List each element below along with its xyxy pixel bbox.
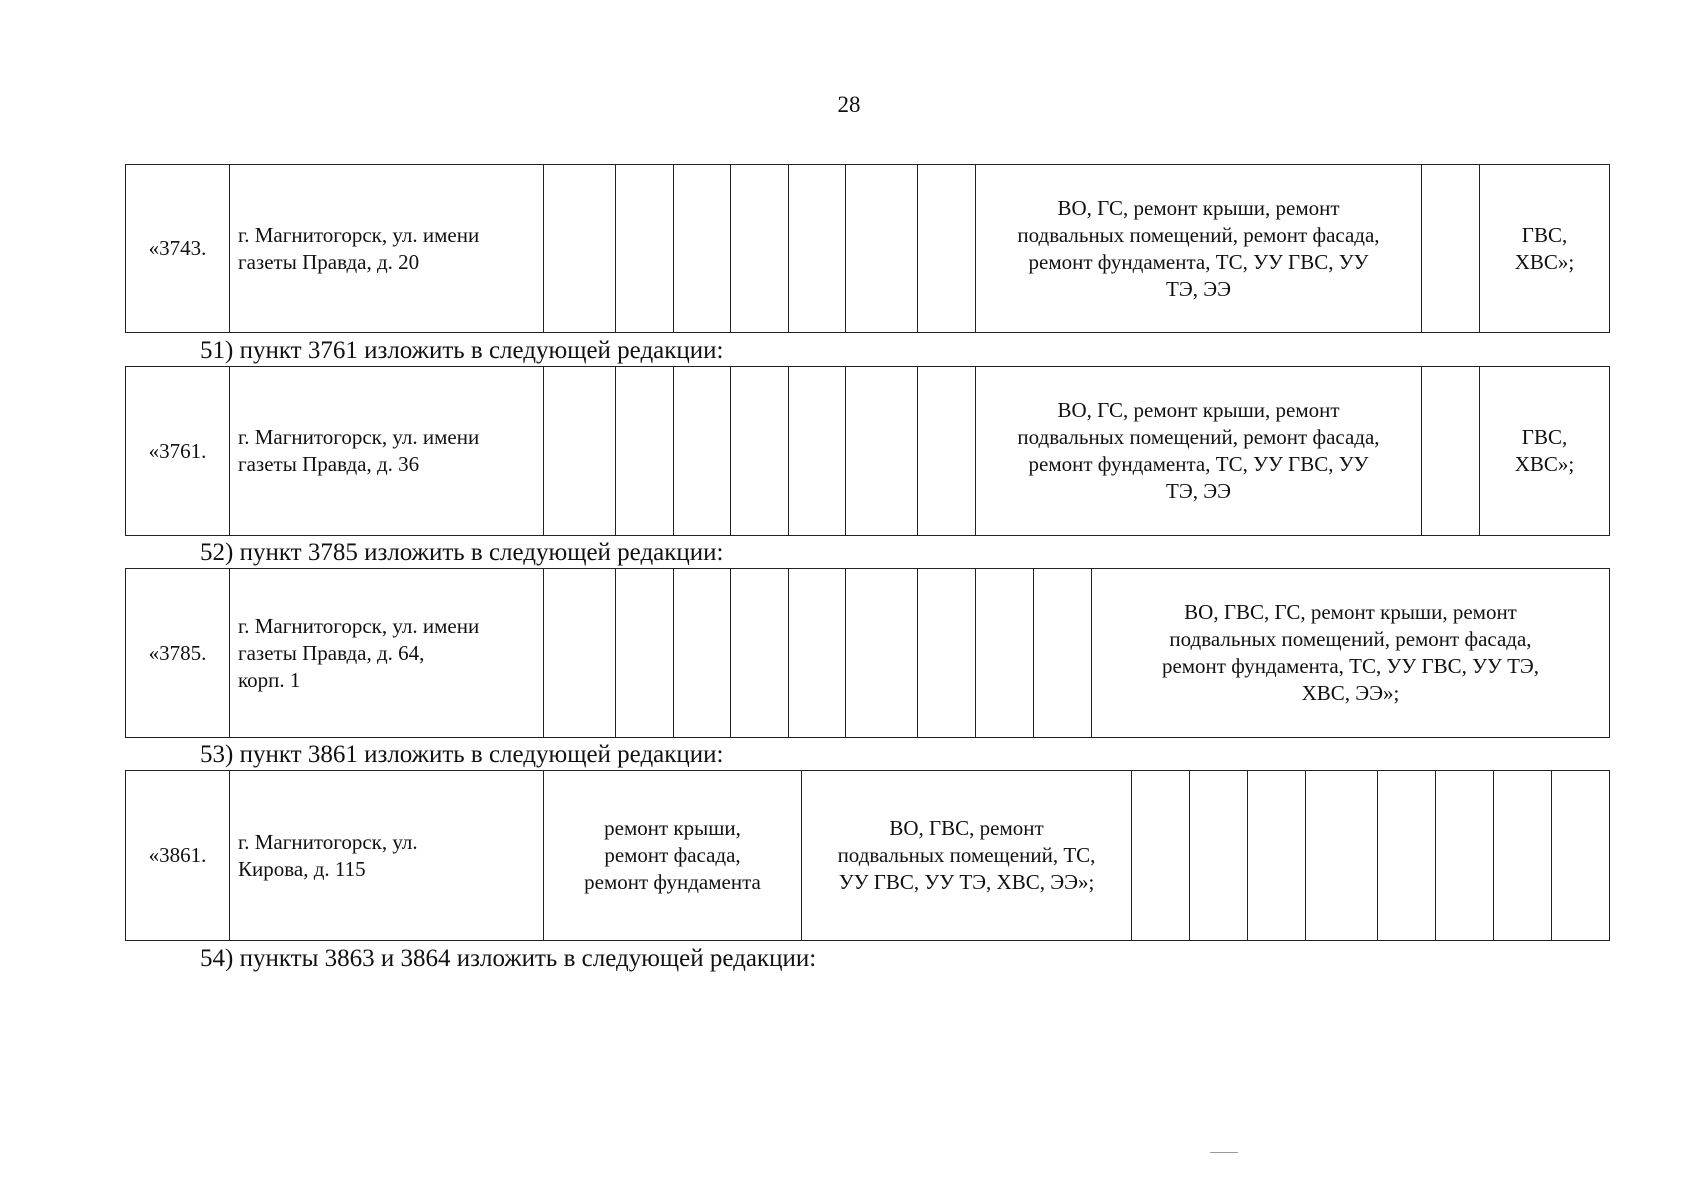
page-number: 28 xyxy=(837,92,861,117)
empty-cell xyxy=(616,569,674,738)
record-extra: ГВС, ХВС»; xyxy=(1480,367,1610,536)
record-address: г. Магнитогорск, ул. имени газеты Правда, д. 20 xyxy=(230,165,544,333)
empty-cell xyxy=(976,569,1034,738)
record-table-3785 xyxy=(125,568,1610,738)
table-row xyxy=(126,367,1610,536)
empty-cell xyxy=(731,165,789,333)
empty-cell xyxy=(1494,771,1552,941)
empty-cell xyxy=(616,367,674,536)
scan-mark xyxy=(1210,1152,1238,1153)
record-extra: ГВС, ХВС»; xyxy=(1480,165,1610,333)
record-number: «3761. xyxy=(126,367,230,536)
empty-cell xyxy=(731,569,789,738)
record-number: «3743. xyxy=(126,165,230,333)
record-works: ВО, ГС, ремонт крыши, ремонт подвальных помещений, ремонт фасада, ремонт фундамента, ТС, УУ ГВС, УУ ТЭ, ЭЭ xyxy=(976,367,1422,536)
empty-cell xyxy=(918,367,976,536)
record-address: г. Магнитогорск, ул. Кирова, д. 115 xyxy=(230,771,544,941)
empty-cell xyxy=(1132,771,1190,941)
empty-cell xyxy=(846,165,918,333)
empty-cell xyxy=(846,569,918,738)
record-table-3743 xyxy=(125,164,1610,333)
record-address: г. Магнитогорск, ул. имени газеты Правда, д. 64, корп. 1 xyxy=(230,569,544,738)
empty-cell xyxy=(1306,771,1378,941)
table-row xyxy=(126,165,1610,333)
empty-cell xyxy=(1436,771,1494,941)
paragraph-53: 53) пункт 3861 изложить в следующей редакции: xyxy=(200,741,724,768)
empty-cell xyxy=(789,569,846,738)
record-number: «3861. xyxy=(126,771,230,941)
paragraph-51: 51) пункт 3761 изложить в следующей редакции: xyxy=(200,337,724,364)
empty-cell xyxy=(1422,367,1480,536)
paragraph-54: 54) пункты 3863 и 3864 изложить в следующей редакции: xyxy=(200,945,817,972)
empty-cell xyxy=(616,165,674,333)
empty-cell xyxy=(1034,569,1092,738)
paragraph-52: 52) пункт 3785 изложить в следующей редакции: xyxy=(200,539,724,566)
record-works: ВО, ГВС, ГС, ремонт крыши, ремонт подвальных помещений, ремонт фасада, ремонт фундамента, ТС, УУ ГВС, УУ ТЭ, ХВС, ЭЭ»; xyxy=(1092,569,1610,738)
empty-cell xyxy=(1378,771,1436,941)
empty-cell xyxy=(918,165,976,333)
record-table-3861 xyxy=(125,770,1610,941)
record-number: «3785. xyxy=(126,569,230,738)
empty-cell xyxy=(544,569,616,738)
empty-cell xyxy=(918,569,976,738)
record-table-3761 xyxy=(125,366,1610,536)
empty-cell xyxy=(1190,771,1248,941)
empty-cell xyxy=(1248,771,1306,941)
record-works-b: ВО, ГВС, ремонт подвальных помещений, ТС, УУ ГВС, УУ ТЭ, ХВС, ЭЭ»; xyxy=(802,771,1132,941)
empty-cell xyxy=(1552,771,1610,941)
empty-cell xyxy=(789,165,846,333)
empty-cell xyxy=(544,165,616,333)
table-row xyxy=(126,771,1610,941)
empty-cell xyxy=(674,569,731,738)
record-works-a: ремонт крыши, ремонт фасада, ремонт фундамента xyxy=(544,771,802,941)
empty-cell xyxy=(674,165,731,333)
record-works: ВО, ГС, ремонт крыши, ремонт подвальных помещений, ремонт фасада, ремонт фундамента, ТС, УУ ГВС, УУ ТЭ, ЭЭ xyxy=(976,165,1422,333)
empty-cell xyxy=(544,367,616,536)
empty-cell xyxy=(731,367,789,536)
empty-cell xyxy=(789,367,846,536)
record-address: г. Магнитогорск, ул. имени газеты Правда, д. 36 xyxy=(230,367,544,536)
empty-cell xyxy=(674,367,731,536)
table-row xyxy=(126,569,1610,738)
empty-cell xyxy=(1422,165,1480,333)
empty-cell xyxy=(846,367,918,536)
